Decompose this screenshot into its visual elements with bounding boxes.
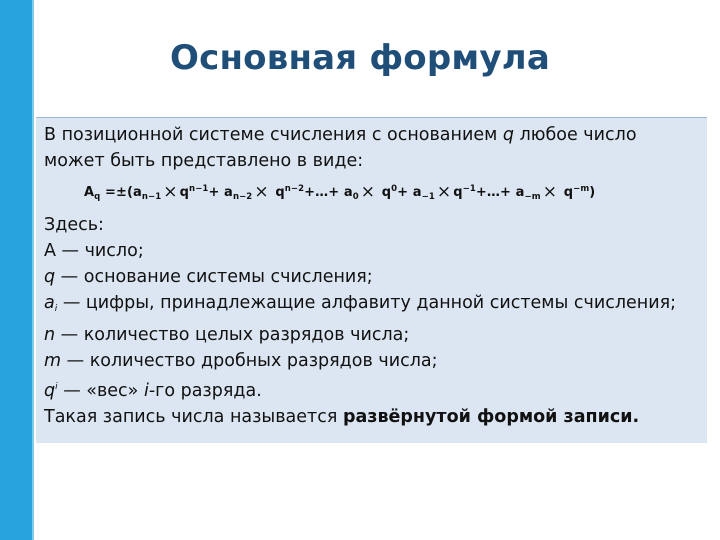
conclusion-text: Такая запись числа называется [44, 407, 343, 427]
formula-sub: 0 [352, 192, 359, 202]
def-n-text: — количество целых разрядов числа; [55, 325, 410, 345]
def-q [44, 264, 699, 290]
formula-q: q [377, 185, 392, 200]
n-var: n [44, 325, 56, 345]
formula-eq: =±(a [100, 185, 142, 200]
intro-line-2: может быть представлено в виде: [44, 151, 364, 171]
a-sub: i [54, 304, 58, 314]
def-ai [44, 290, 699, 322]
formula-sup: −1 [462, 184, 476, 194]
times-sign: × [254, 182, 269, 202]
def-n [44, 322, 699, 348]
conclusion-bold: развёрнутой формой записи. [342, 407, 640, 427]
q-var: q [44, 267, 56, 287]
def-a: A — число; [44, 241, 144, 261]
conclusion [44, 404, 699, 430]
m-var: m [44, 351, 62, 371]
formula-close: ) [589, 185, 596, 200]
formula-a: A [84, 185, 95, 200]
formula-sub: −1 [421, 192, 435, 202]
times-sign: × [542, 182, 558, 202]
def-m-text: — количество дробных разрядов числа; [61, 351, 438, 371]
here-label: Здесь: [44, 215, 104, 235]
def-m [44, 348, 699, 374]
formula-a-sub: q [94, 192, 101, 202]
formula-sub: −m [524, 192, 541, 202]
a-var: a [44, 293, 55, 313]
qi-index: i [143, 381, 149, 401]
intro-text: В позиционной системе счисления с основанием [44, 125, 503, 145]
formula-sup: n−2 [284, 184, 305, 194]
formula-q: q [179, 185, 190, 200]
def-qi [44, 374, 699, 404]
formula-term: + a [397, 185, 422, 200]
expansion-formula [44, 174, 699, 212]
formula-q: q [559, 185, 574, 200]
formula-term: +…+ a [475, 185, 525, 200]
formula-sup: 0 [391, 184, 398, 194]
intro-q-var: q [502, 125, 514, 145]
slide-title: Основная формула [170, 38, 550, 78]
qi-var: q [44, 381, 56, 401]
formula-sup: −m [573, 184, 590, 194]
times-sign: × [360, 182, 376, 202]
def-qi-text: — «вес» [57, 381, 144, 401]
times-sign: × [163, 182, 178, 202]
formula-sup: n−1 [189, 184, 209, 194]
formula-q: q [270, 185, 285, 200]
left-accent-bar-edge [32, 0, 34, 540]
formula-q: q [453, 185, 463, 200]
formula-sub: n−2 [232, 192, 253, 202]
formula-sub: n−1 [141, 192, 162, 202]
intro-line-1 [44, 122, 699, 148]
def-q-text: — основание системы счисления; [55, 267, 373, 287]
def-ai-text: — цифры, принадлежащие алфавиту данной системы счисления; [57, 293, 677, 313]
formula-term: +…+ a [304, 185, 353, 200]
times-sign: × [436, 182, 452, 202]
content-box [36, 117, 707, 443]
intro-text-end: любое число [514, 125, 637, 145]
formula-term: + a [208, 185, 233, 200]
left-accent-bar [0, 0, 32, 540]
def-qi-text-end: -го разряда. [148, 381, 262, 401]
qi-sup: i [55, 382, 58, 392]
